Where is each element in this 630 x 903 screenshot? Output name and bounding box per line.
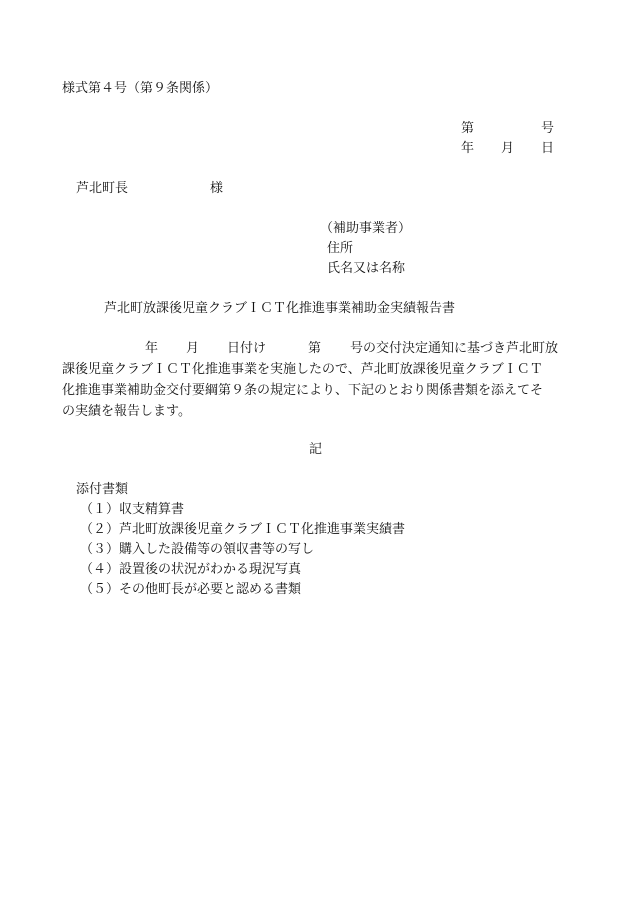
body-line3: 化推進事業補助金交付要綱第９条の規定により、下記のとおり関係書類を添えてそ [62,383,544,398]
number-suffix: 号 [541,121,555,136]
document-title: 芦北町放課後児童クラブＩＣＴ化推進事業補助金実績報告書 [104,301,456,316]
attachment-item: （１）収支精算書 [80,502,185,517]
body-dated: 日付け [227,341,267,356]
number-prefix: 第 [461,121,475,136]
applicant-address-label: 住所 [327,241,354,256]
body-line1-rest: 号の交付決定通知に基づき芦北町放 [350,341,559,356]
ki-mark: 記 [309,442,323,457]
body-line2: 課後児童クラブＩＣＴ化推進事業を実施したので、芦北町放課後児童クラブＩＣＴ [62,362,543,377]
body-year: 年 [145,341,159,356]
date-day: 日 [541,141,555,156]
body-line4: の実績を報告します。 [62,404,191,419]
body-month: 月 [186,341,200,356]
applicant-label: （補助事業者） [320,221,412,236]
date-year: 年 [461,141,475,156]
attachment-item: （２）芦北町放課後児童クラブＩＣＴ化推進事業実績書 [80,522,406,537]
body-dai: 第 [308,341,322,356]
date-month: 月 [501,141,515,156]
addressee-name: 芦北町長 [76,181,129,196]
addressee-honorific: 様 [210,181,224,196]
attachments-heading: 添付書類 [76,482,129,497]
attachment-item: （５）その他町長が必要と認める書類 [80,582,302,597]
form-number: 様式第４号（第９条関係） [62,81,219,96]
attachment-item: （４）設置後の状況がわかる現況写真 [80,562,302,577]
attachment-item: （３）購入した設備等の領収書等の写し [80,542,315,557]
applicant-name-label: 氏名又は名称 [327,261,406,276]
